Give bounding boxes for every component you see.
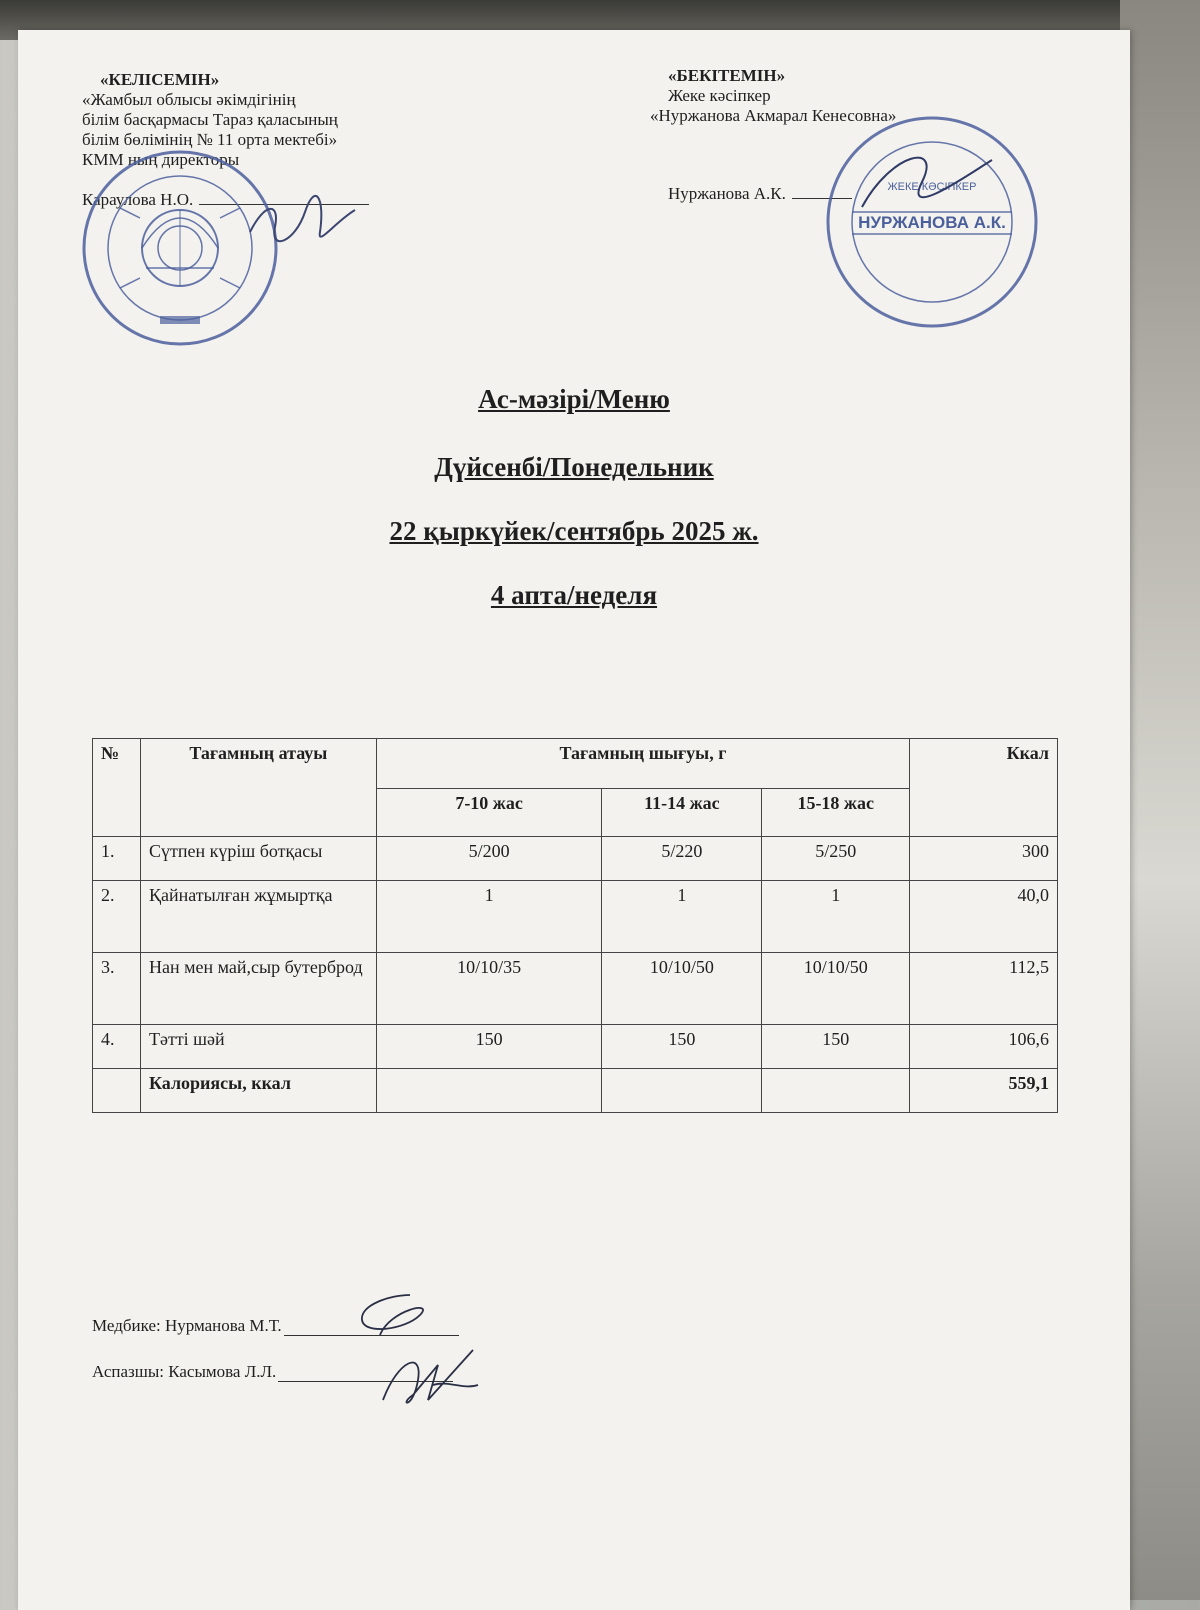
total-num-cell bbox=[93, 1069, 141, 1113]
cook-label: Аспазшы: Касымова Л.Л. bbox=[92, 1362, 277, 1381]
title-day: Дүйсенбі/Понедельник bbox=[434, 452, 714, 482]
total-row bbox=[93, 1069, 1058, 1113]
title-menu: Ас-мәзірі/Меню bbox=[478, 384, 670, 414]
row-kcal: 300 bbox=[910, 837, 1058, 881]
header-age-15-18: 15-18 жас bbox=[762, 789, 910, 837]
header-yield: Тағамның шығуы, г bbox=[376, 739, 909, 789]
table-row bbox=[93, 881, 1058, 953]
row-age2: 1 bbox=[602, 881, 762, 953]
header-age-11-14: 11-14 жас bbox=[602, 789, 762, 837]
title-week: 4 апта/неделя bbox=[490, 580, 658, 610]
row-num: 4. bbox=[93, 1025, 141, 1069]
photo-background-right bbox=[1120, 0, 1200, 1600]
stamp-text-main: НУРЖАНОВА А.К. bbox=[858, 213, 1006, 232]
total-label: Калориясы, ккал bbox=[140, 1069, 376, 1113]
stamp-text-top: ЖЕКЕ КӘСІПКЕР bbox=[887, 181, 977, 193]
approve-heading: «БЕКІТЕМІН» bbox=[668, 66, 786, 85]
row-age2: 5/220 bbox=[602, 837, 762, 881]
row-age1: 150 bbox=[376, 1025, 602, 1069]
agree-heading: «КЕЛІСЕМІН» bbox=[100, 70, 220, 89]
table-row bbox=[93, 837, 1058, 881]
title-date: 22 қыркүйек/сентябрь 2025 ж. bbox=[389, 516, 759, 546]
row-num: 3. bbox=[93, 953, 141, 1025]
header-age-7-10: 7-10 жас bbox=[376, 789, 602, 837]
header-dish-name: Тағамның атауы bbox=[140, 739, 376, 837]
entrepreneur-stamp-icon bbox=[822, 112, 1042, 332]
agree-line: «Жамбыл облысы әкімдігінің bbox=[82, 90, 296, 109]
total-empty-cell bbox=[602, 1069, 762, 1113]
total-kcal: 559,1 bbox=[910, 1069, 1058, 1113]
approve-name: Нуржанова А.К. bbox=[668, 184, 786, 203]
row-dish: Сүтпен күріш ботқасы bbox=[140, 837, 376, 881]
row-age1: 5/200 bbox=[376, 837, 602, 881]
row-num: 1. bbox=[93, 837, 141, 881]
row-age3: 5/250 bbox=[762, 837, 910, 881]
row-age3: 10/10/50 bbox=[762, 953, 910, 1025]
approve-line: Жеке кәсіпкер bbox=[668, 86, 771, 105]
row-num: 2. bbox=[93, 881, 141, 953]
agree-name: Караулова Н.О. bbox=[82, 190, 194, 209]
agree-line: КММ ның директоры bbox=[82, 150, 240, 169]
agree-line: білім басқармасы Тараз қаласының bbox=[82, 110, 338, 129]
menu-table bbox=[92, 738, 1058, 1113]
row-age2: 150 bbox=[602, 1025, 762, 1069]
row-dish: Қайнатылған жұмыртқа bbox=[140, 881, 376, 953]
director-signature-icon bbox=[245, 192, 365, 252]
cook-signature-icon bbox=[378, 1340, 488, 1410]
row-kcal: 112,5 bbox=[910, 953, 1058, 1025]
total-empty-cell bbox=[376, 1069, 602, 1113]
table-row bbox=[93, 953, 1058, 1025]
row-age1: 1 bbox=[376, 881, 602, 953]
header-kcal: Ккал bbox=[910, 739, 1058, 837]
row-age1: 10/10/35 bbox=[376, 953, 602, 1025]
agree-line: білім бөлімінің № 11 орта мектебі» bbox=[82, 130, 338, 149]
header-num: № bbox=[93, 739, 141, 837]
row-kcal: 106,6 bbox=[910, 1025, 1058, 1069]
nurse-signature-icon bbox=[350, 1290, 440, 1340]
approve-line: «Нуржанова Акмарал Кенесовна» bbox=[650, 106, 897, 125]
nurse-label: Медбике: Нурманова М.Т. bbox=[92, 1316, 282, 1335]
row-age3: 150 bbox=[762, 1025, 910, 1069]
row-kcal: 40,0 bbox=[910, 881, 1058, 953]
total-empty-cell bbox=[762, 1069, 910, 1113]
row-age3: 1 bbox=[762, 881, 910, 953]
row-dish: Тәтті шәй bbox=[140, 1025, 376, 1069]
row-dish: Нан мен май,сыр бутерброд bbox=[140, 953, 376, 1025]
table-row bbox=[93, 1025, 1058, 1069]
row-age2: 10/10/50 bbox=[602, 953, 762, 1025]
